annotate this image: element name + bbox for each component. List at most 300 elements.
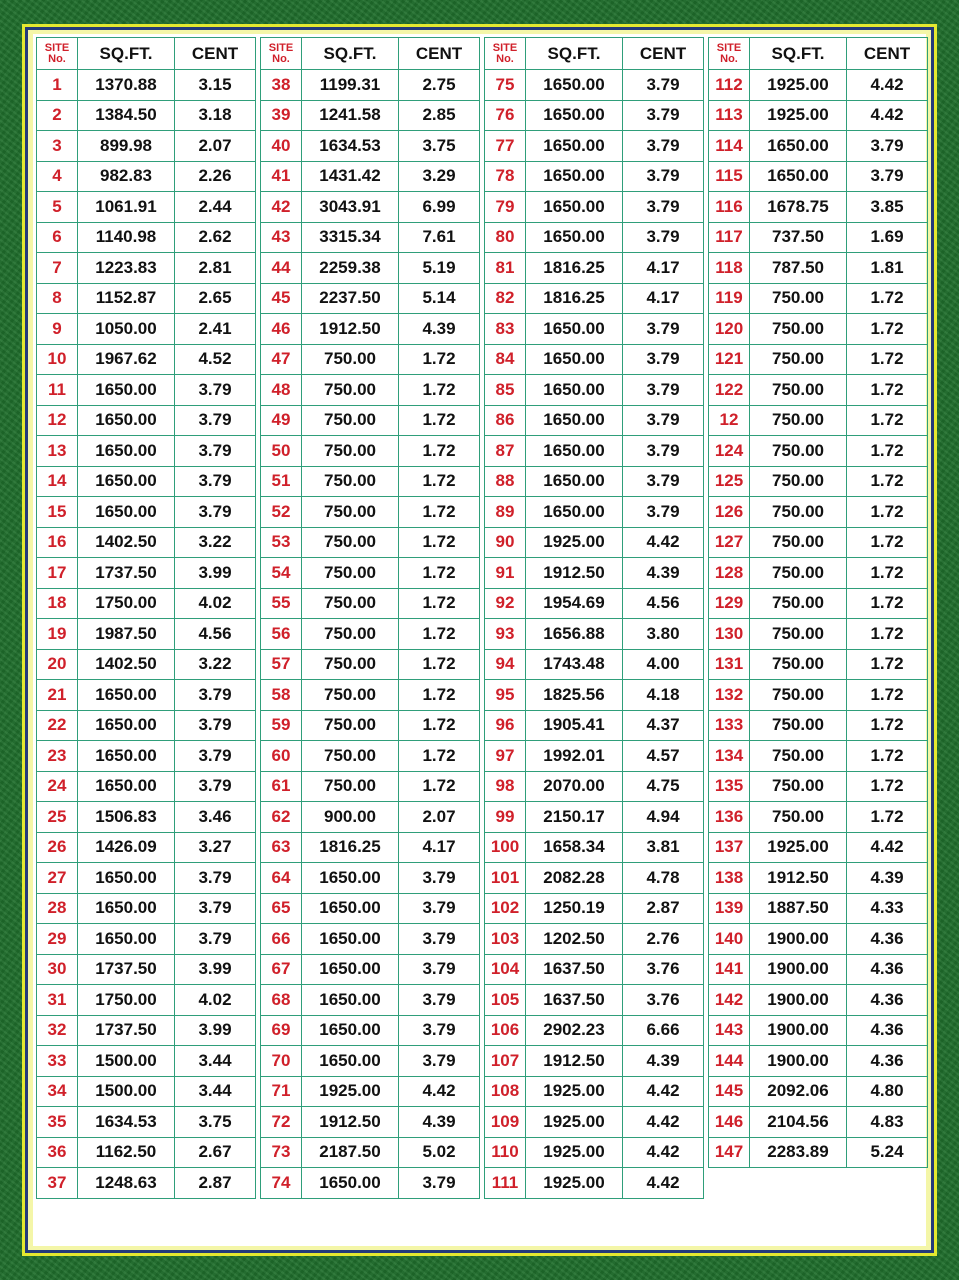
table-row <box>261 863 480 894</box>
sqft-value: 1650.00 <box>302 863 399 894</box>
table-row <box>261 1046 480 1077</box>
site-number: 45 <box>261 283 302 314</box>
site-number: 19 <box>37 619 78 650</box>
sqft-value: 750.00 <box>302 466 399 497</box>
cent-value: 4.18 <box>623 680 704 711</box>
sqft-value: 1650.00 <box>302 985 399 1016</box>
table-row <box>261 771 480 802</box>
site-number: 142 <box>709 985 750 1016</box>
table-row <box>485 863 704 894</box>
table-row <box>261 680 480 711</box>
table-row <box>709 131 928 162</box>
sqft-value: 2082.28 <box>526 863 623 894</box>
site-number: 127 <box>709 527 750 558</box>
cent-value: 1.72 <box>399 527 480 558</box>
site-number: 139 <box>709 893 750 924</box>
cent-value: 3.99 <box>175 558 256 589</box>
sqft-value: 2150.17 <box>526 802 623 833</box>
site-number: 103 <box>485 924 526 955</box>
cent-value: 1.72 <box>399 497 480 528</box>
table-row <box>485 893 704 924</box>
sqft-value: 1912.50 <box>526 1046 623 1077</box>
table-row <box>709 893 928 924</box>
cent-value: 1.72 <box>847 314 928 345</box>
sqft-value: 1650.00 <box>526 436 623 467</box>
cent-value: 4.36 <box>847 1046 928 1077</box>
cent-value: 1.72 <box>847 802 928 833</box>
table-row <box>709 375 928 406</box>
sqft-value: 1992.01 <box>526 741 623 772</box>
site-header-line2: No. <box>272 52 290 65</box>
cent-value: 2.67 <box>175 1137 256 1168</box>
site-number: 67 <box>261 954 302 985</box>
sqft-value: 1900.00 <box>750 985 847 1016</box>
sqft-value: 1199.31 <box>302 70 399 101</box>
site-number: 30 <box>37 954 78 985</box>
table-row <box>485 100 704 131</box>
site-number: 51 <box>261 466 302 497</box>
table-row <box>37 893 256 924</box>
table-row <box>37 741 256 772</box>
site-number: 68 <box>261 985 302 1016</box>
sqft-value: 2283.89 <box>750 1137 847 1168</box>
sqft-value: 750.00 <box>302 527 399 558</box>
cent-value: 4.94 <box>623 802 704 833</box>
site-number: 106 <box>485 1015 526 1046</box>
sqft-value: 1223.83 <box>78 253 175 284</box>
sqft-value: 1426.09 <box>78 832 175 863</box>
table-row <box>485 283 704 314</box>
table-row <box>485 1168 704 1199</box>
table-row <box>261 497 480 528</box>
header-row <box>485 38 704 70</box>
table-row <box>485 436 704 467</box>
site-table-2 <box>260 37 480 1199</box>
sqft-value: 1650.00 <box>78 405 175 436</box>
table-row <box>261 558 480 589</box>
sqft-value: 1637.50 <box>526 954 623 985</box>
table-row <box>485 954 704 985</box>
table-row <box>261 832 480 863</box>
table-row <box>37 222 256 253</box>
site-header-line1: SITE <box>716 41 742 54</box>
sqft-value: 1650.00 <box>302 924 399 955</box>
table-row <box>261 1015 480 1046</box>
site-number: 120 <box>709 314 750 345</box>
site-table-1 <box>36 37 256 1199</box>
sqft-value: 1402.50 <box>78 527 175 558</box>
table-row <box>485 192 704 223</box>
site-number: 81 <box>485 253 526 284</box>
site-number: 116 <box>709 192 750 223</box>
sqft-value: 750.00 <box>302 344 399 375</box>
table-row <box>37 832 256 863</box>
site-number: 28 <box>37 893 78 924</box>
cent-value: 4.52 <box>175 344 256 375</box>
table-row <box>37 375 256 406</box>
site-table-3 <box>484 37 704 1199</box>
table-row <box>37 283 256 314</box>
sqft-value: 1402.50 <box>78 649 175 680</box>
sqft-value: 1925.00 <box>750 832 847 863</box>
site-number: 124 <box>709 436 750 467</box>
sqft-header: SQ.FT. <box>526 38 623 70</box>
site-number: 111 <box>485 1168 526 1199</box>
sqft-value: 1506.83 <box>78 802 175 833</box>
site-number: 34 <box>37 1076 78 1107</box>
sqft-value: 1650.00 <box>526 161 623 192</box>
table-row <box>261 466 480 497</box>
cent-value: 2.62 <box>175 222 256 253</box>
site-number: 54 <box>261 558 302 589</box>
site-number: 10 <box>37 344 78 375</box>
cent-value: 1.72 <box>847 741 928 772</box>
sqft-header: SQ.FT. <box>750 38 847 70</box>
site-number: 52 <box>261 497 302 528</box>
sqft-value: 1987.50 <box>78 619 175 650</box>
site-number: 70 <box>261 1046 302 1077</box>
cent-value: 3.79 <box>175 710 256 741</box>
site-number: 55 <box>261 588 302 619</box>
table-row <box>261 100 480 131</box>
sqft-value: 982.83 <box>78 161 175 192</box>
site-number: 105 <box>485 985 526 1016</box>
site-number: 140 <box>709 924 750 955</box>
sqft-value: 1912.50 <box>302 314 399 345</box>
cent-value: 1.72 <box>399 680 480 711</box>
site-number: 7 <box>37 253 78 284</box>
table-row <box>261 954 480 985</box>
site-number: 33 <box>37 1046 78 1077</box>
cent-value: 4.78 <box>623 863 704 894</box>
sqft-value: 1954.69 <box>526 588 623 619</box>
table-row <box>261 1137 480 1168</box>
table-row <box>37 405 256 436</box>
cent-value: 4.56 <box>623 588 704 619</box>
sqft-value: 750.00 <box>750 344 847 375</box>
sqft-value: 1925.00 <box>526 527 623 558</box>
site-number: 65 <box>261 893 302 924</box>
cent-value: 3.75 <box>399 131 480 162</box>
sqft-value: 750.00 <box>750 741 847 772</box>
cent-value: 3.44 <box>175 1076 256 1107</box>
site-number: 88 <box>485 466 526 497</box>
cent-value: 3.79 <box>623 131 704 162</box>
site-number: 74 <box>261 1168 302 1199</box>
sqft-value: 750.00 <box>302 375 399 406</box>
sqft-value: 1887.50 <box>750 893 847 924</box>
table-row <box>485 588 704 619</box>
sqft-value: 2104.56 <box>750 1107 847 1138</box>
site-number: 84 <box>485 344 526 375</box>
site-number: 9 <box>37 314 78 345</box>
sqft-value: 1152.87 <box>78 283 175 314</box>
table-row <box>37 436 256 467</box>
table-row <box>485 1046 704 1077</box>
site-no-header <box>485 38 526 70</box>
sqft-header: SQ.FT. <box>78 38 175 70</box>
cent-value: 3.79 <box>175 375 256 406</box>
table-row <box>709 771 928 802</box>
sqft-value: 1743.48 <box>526 649 623 680</box>
table-row <box>261 619 480 650</box>
table-row <box>709 924 928 955</box>
site-area-sheet <box>33 34 926 1246</box>
sqft-value: 1500.00 <box>78 1046 175 1077</box>
table-row <box>37 771 256 802</box>
cent-value: 4.39 <box>623 558 704 589</box>
sqft-value: 1658.34 <box>526 832 623 863</box>
table-row <box>37 70 256 101</box>
sqft-value: 1650.00 <box>526 314 623 345</box>
cent-value: 1.72 <box>847 436 928 467</box>
table-row <box>37 954 256 985</box>
cent-value: 4.39 <box>623 1046 704 1077</box>
cent-value: 3.79 <box>399 863 480 894</box>
cent-value: 1.72 <box>399 436 480 467</box>
sqft-value: 1656.88 <box>526 619 623 650</box>
cent-value: 1.72 <box>847 375 928 406</box>
table-row <box>485 771 704 802</box>
table-row <box>485 710 704 741</box>
sqft-value: 1248.63 <box>78 1168 175 1199</box>
table-row <box>485 70 704 101</box>
table-row <box>709 192 928 223</box>
site-number: 101 <box>485 863 526 894</box>
site-header-line2: No. <box>48 52 66 65</box>
cent-header: CENT <box>623 38 704 70</box>
site-number: 63 <box>261 832 302 863</box>
sqft-value: 750.00 <box>750 619 847 650</box>
site-number: 136 <box>709 802 750 833</box>
sqft-value: 1650.00 <box>78 863 175 894</box>
cent-value: 3.79 <box>399 1046 480 1077</box>
cent-value: 3.79 <box>623 192 704 223</box>
site-number: 134 <box>709 741 750 772</box>
site-number: 61 <box>261 771 302 802</box>
table-row <box>485 314 704 345</box>
sqft-value: 750.00 <box>750 466 847 497</box>
sqft-value: 1634.53 <box>78 1107 175 1138</box>
cent-value: 4.39 <box>399 314 480 345</box>
sqft-value: 1900.00 <box>750 924 847 955</box>
cent-value: 1.72 <box>847 497 928 528</box>
table-row <box>485 802 704 833</box>
site-number: 71 <box>261 1076 302 1107</box>
cent-value: 5.24 <box>847 1137 928 1168</box>
sqft-value: 1900.00 <box>750 1015 847 1046</box>
table-row <box>709 680 928 711</box>
cent-value: 3.80 <box>623 619 704 650</box>
site-number: 119 <box>709 283 750 314</box>
site-header-line2: No. <box>496 52 514 65</box>
table-row <box>709 741 928 772</box>
site-number: 138 <box>709 863 750 894</box>
table-row <box>709 497 928 528</box>
sqft-value: 750.00 <box>302 619 399 650</box>
sqft-value: 1050.00 <box>78 314 175 345</box>
sqft-value: 1650.00 <box>78 436 175 467</box>
site-number: 94 <box>485 649 526 680</box>
sqft-value: 1925.00 <box>302 1076 399 1107</box>
site-number: 131 <box>709 649 750 680</box>
site-number: 32 <box>37 1015 78 1046</box>
site-number: 21 <box>37 680 78 711</box>
sqft-value: 1650.00 <box>750 161 847 192</box>
cent-value: 3.29 <box>399 161 480 192</box>
table-row <box>485 1015 704 1046</box>
cent-value: 4.42 <box>847 100 928 131</box>
cent-value: 2.07 <box>399 802 480 833</box>
table-row <box>37 1168 256 1199</box>
cent-value: 4.42 <box>623 1076 704 1107</box>
site-number: 114 <box>709 131 750 162</box>
sqft-value: 750.00 <box>750 497 847 528</box>
cent-value: 3.79 <box>623 466 704 497</box>
sqft-value: 1650.00 <box>78 466 175 497</box>
site-number: 133 <box>709 710 750 741</box>
header-row <box>261 38 480 70</box>
table-row <box>261 375 480 406</box>
cent-value: 1.72 <box>399 771 480 802</box>
site-number: 75 <box>485 70 526 101</box>
table-row <box>709 527 928 558</box>
cent-value: 3.79 <box>399 985 480 1016</box>
site-number: 135 <box>709 771 750 802</box>
sqft-value: 750.00 <box>302 436 399 467</box>
site-number: 38 <box>261 70 302 101</box>
table-row <box>485 832 704 863</box>
table-row <box>261 710 480 741</box>
site-number: 27 <box>37 863 78 894</box>
site-number: 58 <box>261 680 302 711</box>
site-number: 20 <box>37 649 78 680</box>
sqft-value: 1900.00 <box>750 954 847 985</box>
table-row <box>37 344 256 375</box>
site-number: 128 <box>709 558 750 589</box>
site-header-line2: No. <box>720 52 738 65</box>
cent-value: 1.72 <box>399 466 480 497</box>
table-row <box>37 1046 256 1077</box>
site-number: 24 <box>37 771 78 802</box>
table-row <box>485 344 704 375</box>
site-number: 22 <box>37 710 78 741</box>
cent-value: 3.79 <box>623 497 704 528</box>
table-row <box>261 588 480 619</box>
sqft-value: 737.50 <box>750 222 847 253</box>
site-number: 57 <box>261 649 302 680</box>
sqft-value: 1737.50 <box>78 954 175 985</box>
sqft-value: 3315.34 <box>302 222 399 253</box>
cent-value: 2.76 <box>623 924 704 955</box>
site-number: 122 <box>709 375 750 406</box>
sqft-value: 1650.00 <box>78 710 175 741</box>
sqft-value: 1250.19 <box>526 893 623 924</box>
site-number: 132 <box>709 680 750 711</box>
site-number: 40 <box>261 131 302 162</box>
table-row <box>485 924 704 955</box>
cent-value: 4.75 <box>623 771 704 802</box>
table-row <box>37 558 256 589</box>
site-number: 41 <box>261 161 302 192</box>
site-number: 49 <box>261 405 302 436</box>
cent-header: CENT <box>399 38 480 70</box>
table-row <box>37 619 256 650</box>
table-row <box>37 131 256 162</box>
sqft-value: 750.00 <box>302 558 399 589</box>
cent-value: 4.42 <box>623 527 704 558</box>
cent-value: 1.72 <box>847 527 928 558</box>
sqft-value: 1650.00 <box>526 405 623 436</box>
sqft-value: 1925.00 <box>750 70 847 101</box>
site-number: 48 <box>261 375 302 406</box>
cent-value: 3.75 <box>175 1107 256 1138</box>
site-number: 16 <box>37 527 78 558</box>
site-number: 59 <box>261 710 302 741</box>
frame-paper <box>28 30 931 1250</box>
sqft-value: 1650.00 <box>526 497 623 528</box>
cent-value: 4.17 <box>623 283 704 314</box>
site-number: 80 <box>485 222 526 253</box>
site-number: 47 <box>261 344 302 375</box>
cent-value: 3.79 <box>175 741 256 772</box>
table-row <box>709 283 928 314</box>
table-row <box>485 1076 704 1107</box>
cent-value: 3.79 <box>175 680 256 711</box>
sqft-value: 1140.98 <box>78 222 175 253</box>
sqft-value: 1925.00 <box>526 1168 623 1199</box>
table-row <box>261 131 480 162</box>
table-row <box>709 314 928 345</box>
cent-value: 1.72 <box>847 649 928 680</box>
cent-value: 1.72 <box>399 649 480 680</box>
cent-value: 4.42 <box>623 1107 704 1138</box>
table-row <box>37 466 256 497</box>
table-row <box>709 710 928 741</box>
cent-value: 3.79 <box>399 893 480 924</box>
site-number: 137 <box>709 832 750 863</box>
site-number: 3 <box>37 131 78 162</box>
table-row <box>709 1046 928 1077</box>
cent-value: 3.79 <box>623 314 704 345</box>
sqft-value: 787.50 <box>750 253 847 284</box>
sqft-value: 1750.00 <box>78 985 175 1016</box>
table-row <box>485 649 704 680</box>
site-number: 143 <box>709 1015 750 1046</box>
cent-value: 4.42 <box>847 70 928 101</box>
cent-value: 3.99 <box>175 954 256 985</box>
table-row <box>37 1137 256 1168</box>
cent-value: 3.79 <box>623 344 704 375</box>
table-row <box>37 588 256 619</box>
sqft-value: 3043.91 <box>302 192 399 223</box>
sqft-value: 750.00 <box>750 588 847 619</box>
table-row <box>261 924 480 955</box>
cent-value: 1.72 <box>847 283 928 314</box>
cent-value: 3.79 <box>175 863 256 894</box>
sqft-value: 750.00 <box>750 680 847 711</box>
sqft-value: 1634.53 <box>302 131 399 162</box>
cent-value: 2.41 <box>175 314 256 345</box>
site-number: 13 <box>37 436 78 467</box>
sqft-value: 900.00 <box>302 802 399 833</box>
sqft-value: 1825.56 <box>526 680 623 711</box>
table-row <box>485 527 704 558</box>
sqft-value: 750.00 <box>750 802 847 833</box>
cent-value: 3.79 <box>847 161 928 192</box>
table-row <box>485 222 704 253</box>
sqft-value: 1500.00 <box>78 1076 175 1107</box>
